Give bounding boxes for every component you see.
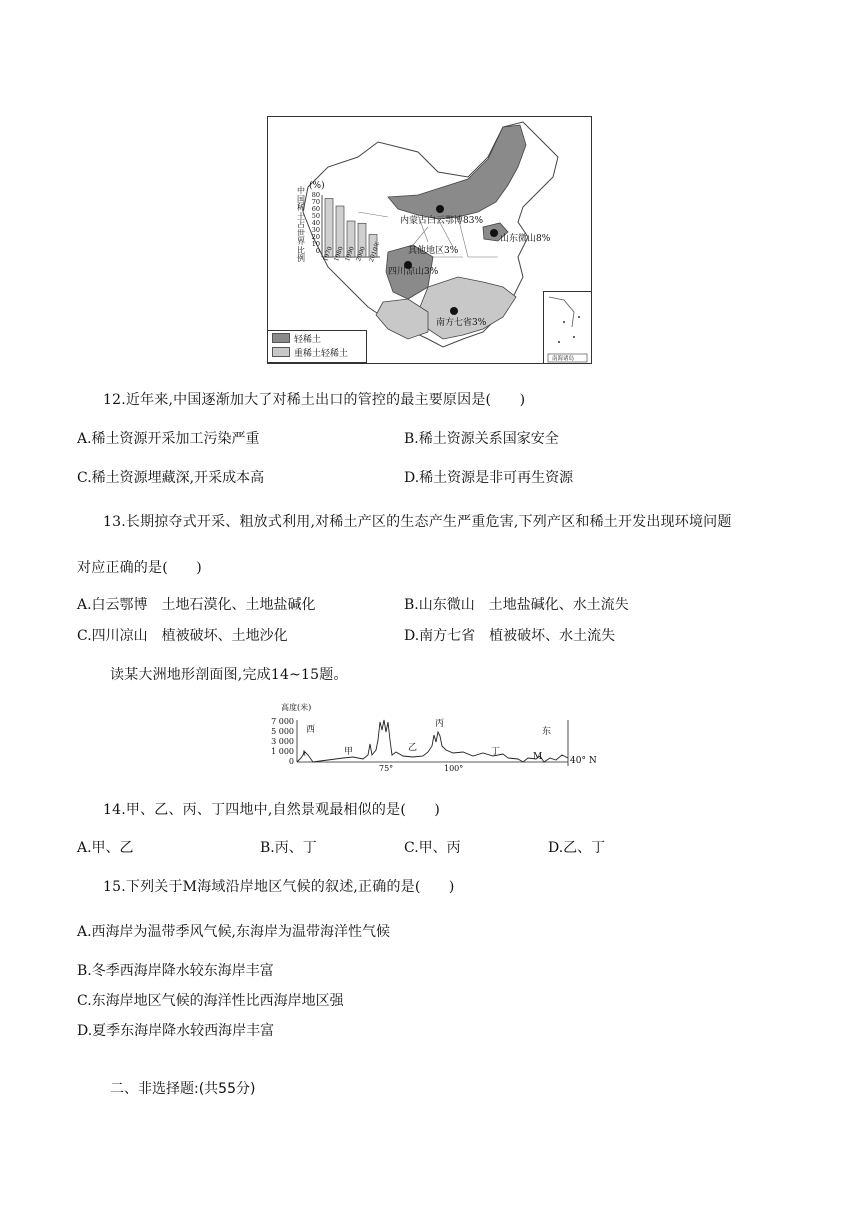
q15-option-d: D.夏季东海岸降水较西海岸丰富 bbox=[77, 1023, 275, 1039]
legend-heavy-ree bbox=[268, 345, 366, 359]
profile-intro: 读某大洲地形剖面图,完成14~15题。 bbox=[110, 667, 348, 683]
legend-label-light: 轻稀土 bbox=[294, 334, 322, 345]
chart-ylabel-char: 国 bbox=[297, 194, 305, 204]
chart-ylabel-char: 例 bbox=[297, 254, 305, 263]
south-china-sea-inset bbox=[543, 291, 592, 364]
q12-option-a: A.稀土资源开采加工污染严重 bbox=[77, 431, 260, 447]
profile-ytick: 0 bbox=[288, 757, 294, 766]
chart-ytick: 60 bbox=[311, 205, 320, 213]
chart-ylabel-char: 土 bbox=[297, 211, 305, 221]
inset-label: 南海诸岛 bbox=[552, 356, 575, 362]
profile-east: 东 bbox=[542, 727, 552, 737]
profile-latitude: 40° N bbox=[570, 756, 597, 766]
q14-option-c: C.甲、丙 bbox=[404, 840, 461, 856]
legend-light-ree bbox=[268, 331, 366, 345]
profile-point-bing: 丙 bbox=[435, 719, 445, 729]
south-marker bbox=[450, 307, 458, 315]
profile-xtick-75: 75° bbox=[379, 764, 394, 773]
chart-xtick: 1980 bbox=[333, 245, 345, 263]
q12-stem: 12.近年来,中国逐渐加大了对稀土出口的管控的最主要原因是( ) bbox=[103, 392, 526, 408]
chart-ytick: 20 bbox=[311, 233, 320, 241]
weishan-marker bbox=[490, 229, 498, 237]
q13-stem-line1: 13.长期掠夺式开采、粗放式利用,对稀土产区的生态产生严重危害,下列产区和稀土开发出现环境问题 bbox=[103, 514, 732, 530]
chart-ylabel-char: 世 bbox=[297, 228, 305, 238]
chart-ytick: 40 bbox=[311, 219, 320, 227]
q12-option-b: B.稀土资源关系国家安全 bbox=[404, 431, 559, 447]
chart-ytick: 10 bbox=[311, 240, 320, 248]
profile-west: 西 bbox=[306, 725, 316, 735]
legend-label-heavy: 重稀土轻稀土 bbox=[294, 348, 349, 359]
q14-option-d: D.乙、丁 bbox=[548, 840, 606, 856]
profile-ytick: 3 000 bbox=[271, 737, 294, 746]
q13-option-c: C.四川凉山 植被破坏、土地沙化 bbox=[77, 628, 288, 644]
chart-unit: (%) bbox=[309, 181, 325, 191]
chart-ylabel-char: 中 bbox=[297, 186, 305, 195]
chart-xtick: 1990 bbox=[344, 245, 356, 263]
q15-option-b: B.冬季西海岸降水较东海岸丰富 bbox=[77, 963, 274, 979]
chart-ytick: 80 bbox=[311, 191, 320, 199]
q15-option-a: A.西海岸为温带季风气候,东海岸为温带海洋性气候 bbox=[77, 924, 391, 940]
chart-ylabel-char: 比 bbox=[297, 245, 305, 255]
profile-ytick: 7 000 bbox=[271, 717, 294, 726]
chart-ytick: 70 bbox=[311, 198, 320, 206]
chart-xtick: 1970 bbox=[322, 245, 334, 263]
profile-point-yi: 乙 bbox=[408, 743, 418, 753]
profile-point-m: M bbox=[533, 752, 543, 762]
q15-option-c: C.东海岸地区气候的海洋性比西海岸地区强 bbox=[77, 993, 344, 1009]
chart-ytick: 30 bbox=[311, 226, 320, 234]
chart-xtick: 2010年 bbox=[367, 240, 382, 264]
q13-option-d: D.南方七省 植被破坏、水土流失 bbox=[404, 628, 616, 644]
chart-ylabel bbox=[297, 187, 306, 264]
legend-swatch-light bbox=[272, 333, 290, 343]
legend-swatch-heavy bbox=[272, 347, 290, 357]
profile-point-jia: 甲 bbox=[344, 747, 354, 757]
q14-option-b: B.丙、丁 bbox=[260, 840, 317, 856]
profile-point-ding: 丁 bbox=[491, 747, 501, 757]
q15-stem: 15.下列关于M海域沿岸地区气候的叙述,正确的是( ) bbox=[103, 879, 455, 895]
profile-yticks bbox=[268, 717, 294, 767]
label-weishan: 山东微山8% bbox=[500, 234, 551, 244]
q14-option-a: A.甲、乙 bbox=[77, 840, 134, 856]
chart-ytick: 50 bbox=[311, 212, 320, 220]
chart-ylabel-char: 占 bbox=[297, 220, 305, 229]
profile-ylabel: 高度(米) bbox=[281, 703, 312, 712]
label-other: 其他地区3% bbox=[408, 246, 459, 256]
chart-yticks bbox=[308, 192, 320, 255]
chart-ylabel-char: 稀 bbox=[297, 203, 305, 212]
profile-ytick: 5 000 bbox=[271, 727, 294, 736]
chart-xtick: 2000 bbox=[355, 245, 367, 263]
section-2-heading: 二、非选择题:(共55分) bbox=[110, 1081, 256, 1097]
q13-option-a: A.白云鄂博 土地石漠化、土地盐碱化 bbox=[77, 597, 316, 613]
south-provinces-region bbox=[418, 277, 516, 339]
profile-xtick-100: 100° bbox=[444, 764, 464, 773]
label-liangshan: 四川凉山3% bbox=[388, 267, 439, 277]
terrain-profile bbox=[268, 700, 598, 780]
chart-ylabel-char: 界 bbox=[297, 237, 305, 246]
terrain-profile-svg bbox=[268, 700, 598, 780]
q12-option-d: D.稀土资源是非可再生资源 bbox=[404, 470, 574, 486]
q12-option-c: C.稀土资源埋藏深,开采成本高 bbox=[77, 470, 265, 486]
baiyun-marker bbox=[436, 205, 444, 213]
profile-ytick: 1 000 bbox=[271, 747, 294, 756]
label-south: 南方七省3% bbox=[436, 318, 487, 328]
q13-stem-line2: 对应正确的是( ) bbox=[77, 560, 202, 576]
q13-option-b: B.山东微山 土地盐碱化、水土流失 bbox=[404, 597, 629, 613]
map-legend bbox=[267, 330, 367, 363]
q14-stem: 14.甲、乙、丙、丁四地中,自然景观最相似的是( ) bbox=[103, 802, 441, 818]
label-baiyun: 内蒙古白云鄂博83% bbox=[400, 216, 484, 226]
terrain-line bbox=[297, 720, 568, 762]
chart-ytick: 0 bbox=[315, 247, 320, 255]
